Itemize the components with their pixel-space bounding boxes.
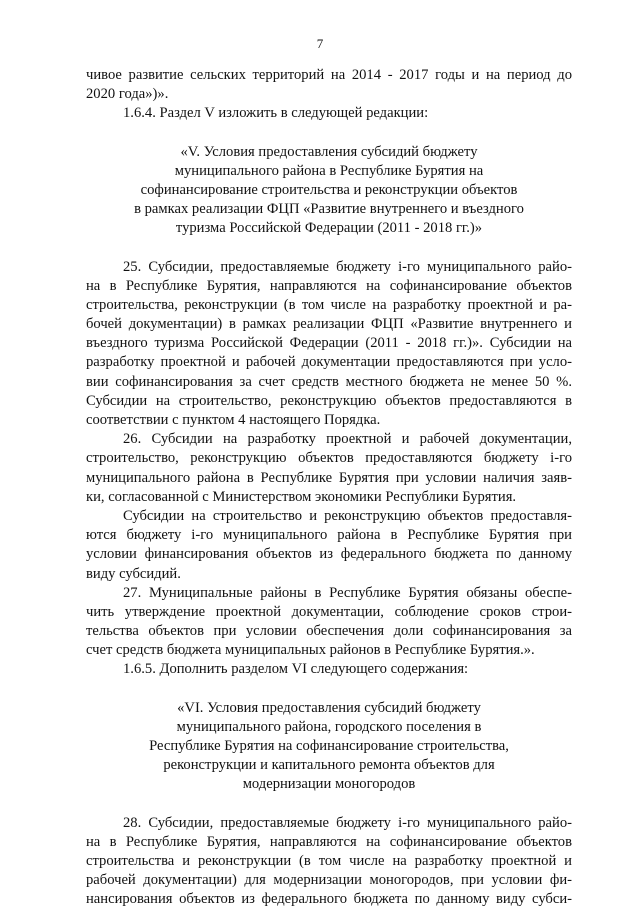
text-line: 25. Субсидии, предоставляемые бюджету i-го муниципального райо-: [123, 258, 572, 275]
paragraph: [86, 258, 572, 431]
text-line: рабочей документации) для модернизации моногородов, при условии фи-: [86, 872, 572, 889]
text-line: виду субсидий.: [86, 565, 181, 582]
heading-line: в рамках реализации ФЦП «Развитие внутреннего и въездного: [134, 201, 524, 218]
text-line: Субсидии на строительство и реконструкцию объектов предоставля-: [123, 507, 572, 524]
text-line: въездного туризма Российской Федерации (2011 - 2018 гг.)». Субсидии на: [86, 335, 572, 352]
heading-line: Республике Бурятия на софинансирование строительства,: [149, 738, 509, 754]
text-line: нансирования объектов из федерального бюджета по данному виду субси-: [86, 891, 572, 908]
heading-line: софинансирование строительства и реконструкции объектов: [140, 181, 518, 198]
heading-line: модернизации моногородов: [242, 776, 416, 793]
paragraph: [86, 814, 572, 910]
page-number: 7: [316, 36, 324, 51]
text-line: муниципального района в Республике Бурятия при условии наличия заяв-: [86, 469, 572, 486]
paragraph: [86, 584, 572, 661]
heading-line: «V. Условия предоставления субсидий бюджету: [180, 143, 478, 160]
document-body: [86, 66, 572, 910]
text-line: 28. Субсидии, предоставляемые бюджету i-го муниципального райо-: [123, 814, 572, 831]
text-line: 1.6.4. Раздел V изложить в следующей редакции:: [123, 105, 429, 122]
heading-line: муниципального района в Республике Бурятия на: [174, 162, 484, 179]
text-line: на в Республике Бурятия, направляются на софинансирование объектов: [86, 833, 572, 850]
text-line: ются бюджету i-го муниципального района в Республике Бурятия при: [86, 527, 572, 544]
text-line: чивое развитие сельских территорий на 2014 - 2017 годы и на период до: [86, 67, 572, 83]
heading-line: муниципального района, городского поселения в: [176, 718, 482, 735]
paragraph: [86, 660, 572, 679]
paragraph: [86, 104, 572, 123]
text-line: чить утверждение проектной документации, соблюдение сроков строи-: [86, 603, 572, 620]
text-line: Субсидии на строительство, реконструкцию объектов предоставляются в: [86, 392, 572, 409]
text-line: счет средств бюджета муниципальных районов в Республике Бурятия.».: [86, 642, 535, 659]
paragraph: [86, 507, 572, 584]
heading-line: туризма Российской Федерации (2011 - 2018 гг.)»: [175, 220, 483, 237]
text-line: строительство, реконструкцию объектов предоставляются бюджету i-го: [86, 450, 572, 467]
section-heading: [86, 143, 572, 239]
text-line: бочей документации) в рамках реализации ФЦП «Развитие внутреннего и: [86, 316, 572, 333]
text-line: вии софинансирования за счет средств местного бюджета не менее 50 %.: [86, 373, 572, 390]
text-line: 1.6.5. Дополнить разделом VI следующего содержания:: [123, 661, 469, 678]
text-line: на в Республике Бурятия, направляются на софинансирование объектов: [86, 277, 572, 294]
text-line: ки, согласованной с Министерством экономики Республики Бурятия.: [86, 488, 517, 505]
text-line: 2020 года»)».: [86, 86, 169, 103]
heading-line: «VI. Условия предоставления субсидий бюджету: [177, 699, 481, 716]
text-line: 27. Муниципальные районы в Республике Бурятия обязаны обеспе-: [123, 584, 572, 601]
text-line: тельства объектов при условии обеспечения доли софинансирования за: [86, 623, 572, 640]
paragraph: [86, 66, 572, 104]
text-line: разработку проектной и рабочей документации предоставляются при усло-: [86, 354, 572, 371]
text-line: строительства, реконструкции (в том числе на разработку проектной и ра-: [86, 296, 572, 313]
text-line: строительства и реконструкции (в том числе на разработку проектной и: [86, 852, 572, 869]
section-heading: [86, 699, 572, 795]
text-line: соответствии с пунктом 4 настоящего Порядка.: [86, 412, 381, 428]
paragraph: [86, 430, 572, 507]
text-line: 26. Субсидии на разработку проектной и рабочей документации,: [123, 431, 572, 448]
heading-line: реконструкции и капитального ремонта объектов для: [163, 757, 495, 774]
text-line: условии финансирования объектов из федерального бюджета по данному: [86, 546, 572, 563]
